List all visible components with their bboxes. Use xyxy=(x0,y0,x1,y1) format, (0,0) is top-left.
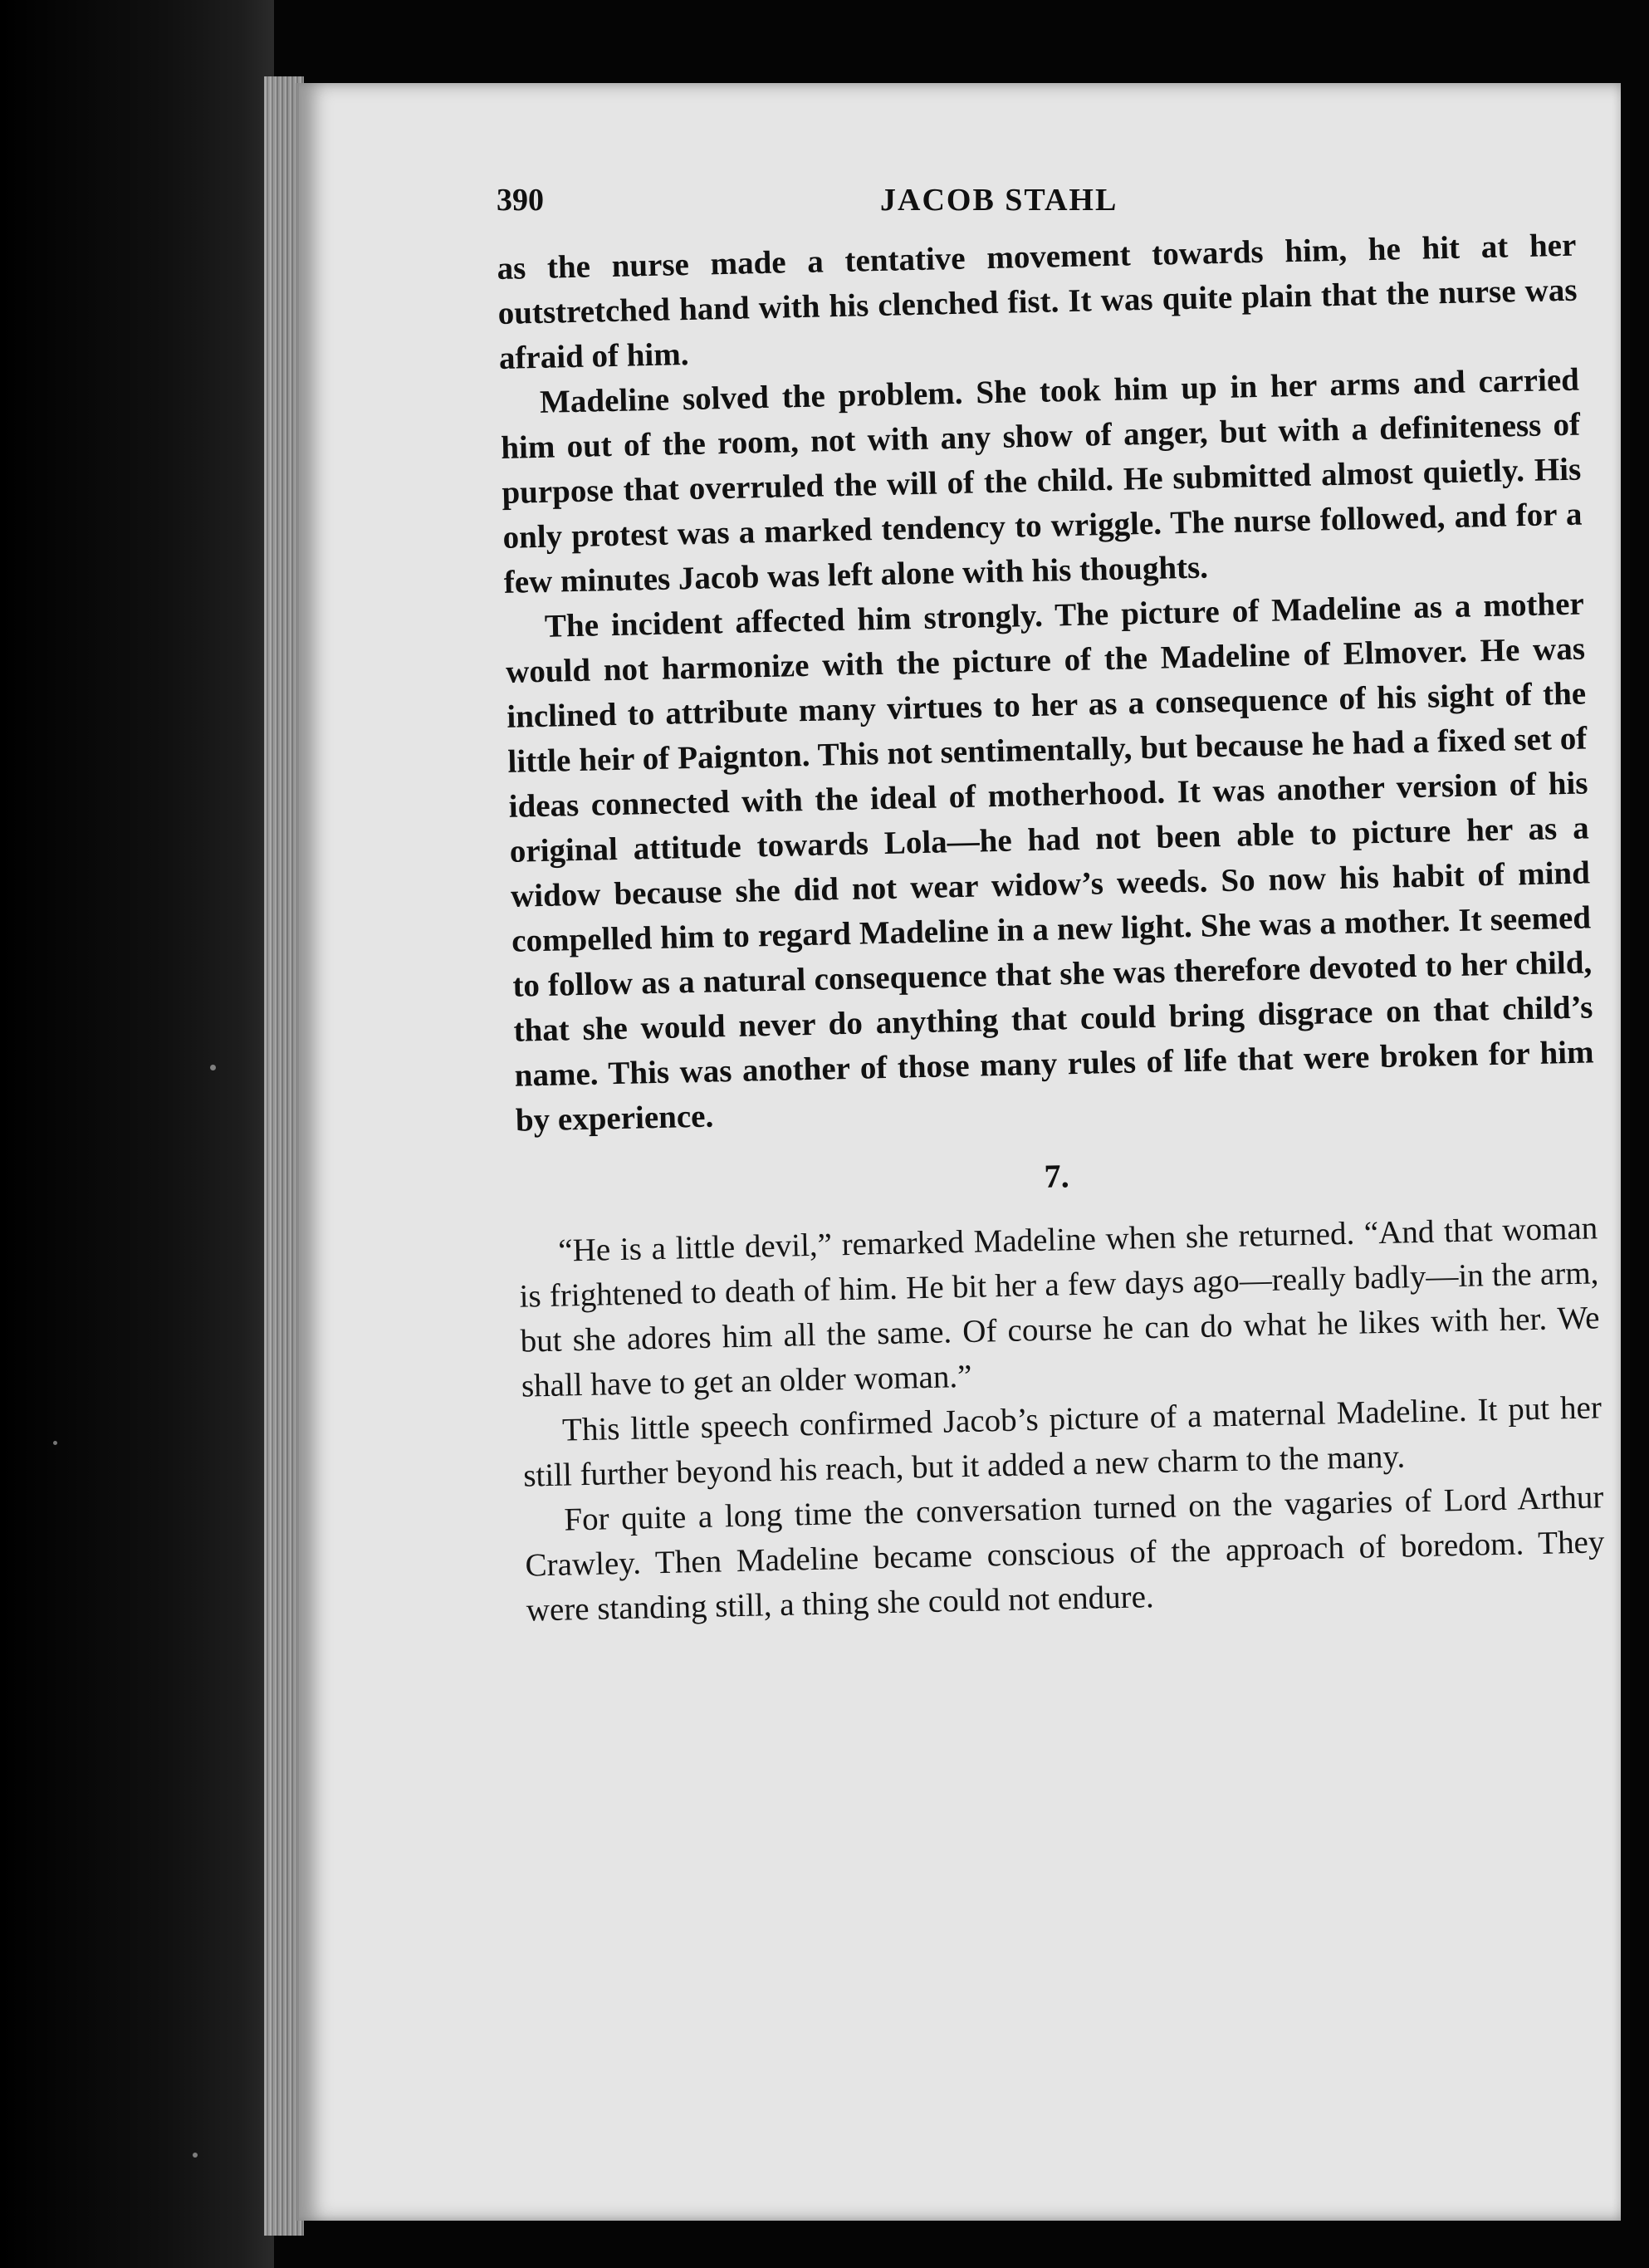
scan-speckle xyxy=(193,2153,198,2158)
running-head: JACOB STAHL xyxy=(880,183,1118,218)
book-page xyxy=(296,83,1621,2221)
section-number: 7. xyxy=(1044,1157,1070,1195)
paragraph-continued: as the nurse made a tentative movement towards him, he hit at her outstretched hand with his clenched fist. It was quite plain that the nurse was afraid of him. xyxy=(497,227,1578,376)
paragraph: “He is a little devil,” remarked Madeline when she returned. “And that woman is frightened to death of him. He bit her a few days ago—really badly—in the arm, but she adores him all the same. Of course he can do what he likes with her. We shall have to get an older woman.” xyxy=(519,1210,1600,1404)
page-text xyxy=(497,223,1606,1634)
paragraph: Madeline solved the problem. She took him up in her arms and carried him out of the room, not with any show of anger, but with a definiteness of purpose that overruled the will of the child. He submitted almost quietly. His only protest was a marked tendency to wriggle. The nurse followed, and for a few minutes Jacob was left alone with his thoughts. xyxy=(500,361,1583,600)
page-number: 390 xyxy=(497,183,544,218)
scan-speckle xyxy=(53,1441,57,1445)
paragraph: For quite a long time the conversation turned on the vagaries of Lord Arthur Crawley. Then Madeline became conscious of the approach of boredom. They were standing still, a thing she could not endure. xyxy=(525,1479,1605,1629)
paragraph: The incident affected him strongly. The picture of Madeline as a mother would not harmonize with the picture of the Madeline of Elmover. He was inclined to attribute many virtues to her as a consequence of his sight of the little heir of Paignton. This not sentimentally, but because he had a fixed set of ideas connected with the ideal of motherhood. It was another version of his original attitude towards Lola—he had not been able to picture her as a widow because she did not wear widow’s weeds. So now his habit of mind compelled him to regard Madeline in a new light. She was a mother. It seemed to follow as a natural consequence that she was therefore devoted to her child, that she would never do anything that could bring disgrace on that child’s name. This was another of those many rules of life that were broken for him by experience. xyxy=(505,585,1594,1139)
scan-speckle xyxy=(210,1065,216,1070)
book-spine-shadow xyxy=(0,0,274,2268)
paragraph: This little speech confirmed Jacob’s picture of a maternal Madeline. It put her still further beyond his reach, but it added a new charm to the many. xyxy=(522,1389,1603,1494)
section-text xyxy=(518,1206,1606,1633)
